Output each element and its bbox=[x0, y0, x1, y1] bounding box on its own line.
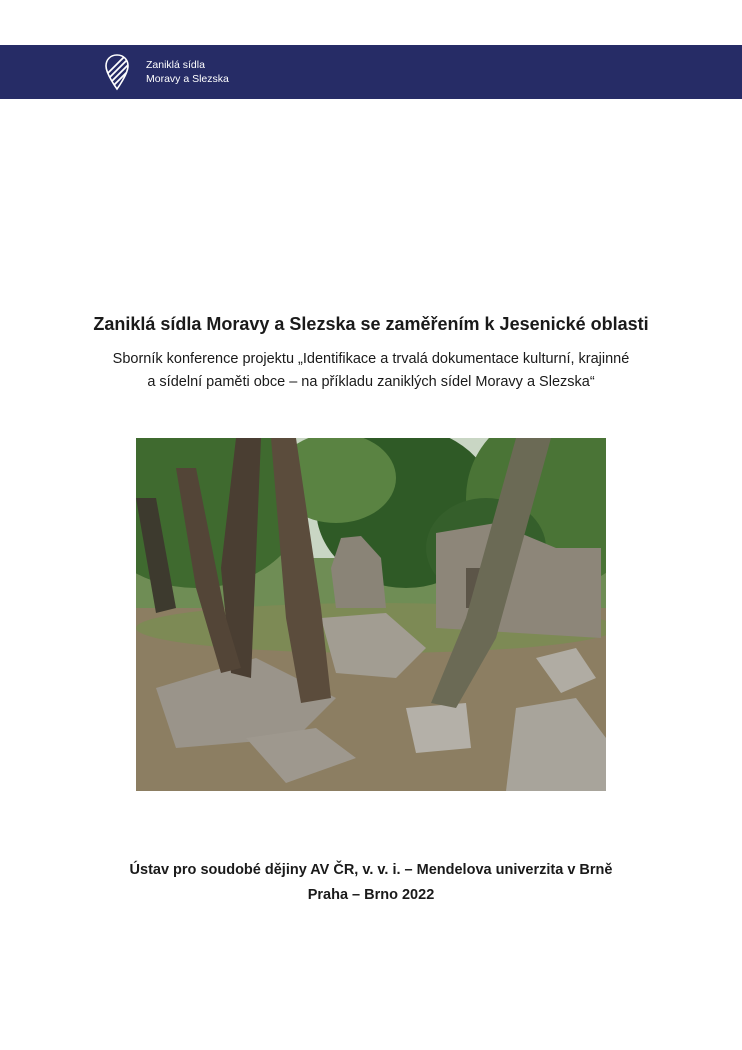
logo-line-2: Moravy a Slezska bbox=[146, 73, 229, 85]
document-title: Zaniklá sídla Moravy a Slezska se zaměřením k Jesenické oblasti bbox=[93, 314, 649, 334]
header-band bbox=[0, 45, 742, 99]
map-pin-logo-icon bbox=[104, 53, 130, 91]
logo-text bbox=[146, 58, 229, 86]
cover-photo-illustration bbox=[136, 438, 606, 791]
subtitle-line-2: a sídelní paměti obce – na příkladu zaniklých sídel Moravy a Slezska“ bbox=[147, 374, 595, 390]
logo-line-1: Zaniklá sídla bbox=[146, 59, 205, 71]
subtitle-line-1: Sborník konference projektu „Identifikace a trvalá dokumentace kulturní, krajinné bbox=[112, 351, 630, 367]
publisher-line-1: Ústav pro soudobé dějiny AV ČR, v. v. i. – Mendelova univerzita v Brně bbox=[129, 862, 613, 878]
cover-photo bbox=[136, 438, 606, 791]
document-subtitle bbox=[0, 348, 742, 394]
publisher-line-2: Praha – Brno 2022 bbox=[307, 887, 435, 903]
publisher-block bbox=[0, 858, 742, 908]
